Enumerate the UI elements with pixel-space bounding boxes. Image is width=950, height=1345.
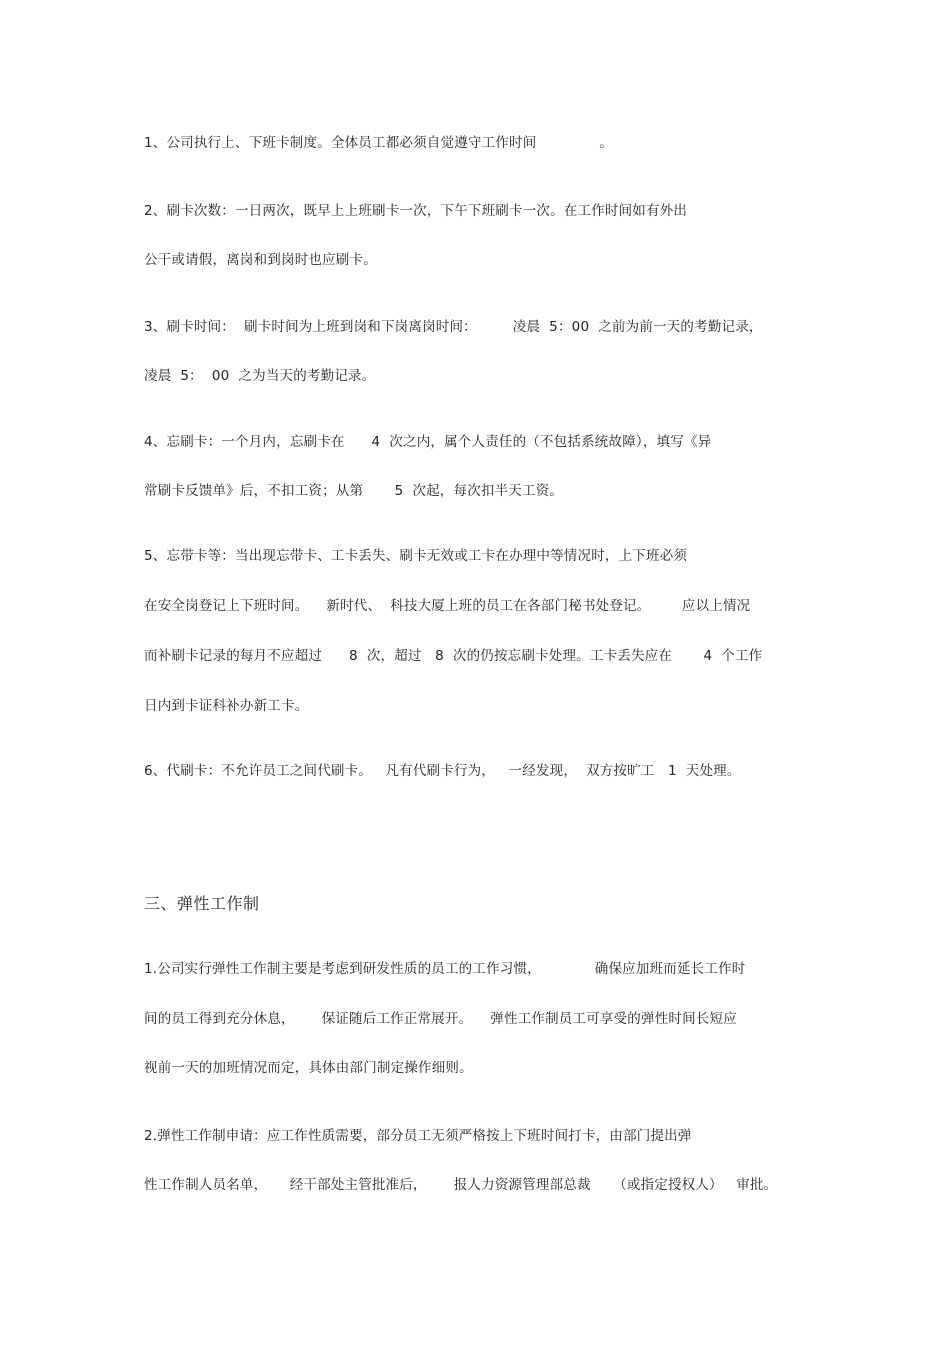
- rule-3-line-2: 凌晨 5： 00 之为当天的考勤记录。: [144, 368, 376, 384]
- section-heading: 三、弹性工作制: [144, 894, 260, 913]
- section-paragraph-2-line-1: 2.弹性工作制申请：应工作性质需要，部分员工无须严格按上下班时间打卡，由部门提出弹: [144, 1128, 692, 1144]
- rule-5-line-3: 而补刷卡记录的每月不应超过 8 次，超过 8 次的仍按忘刷卡处理。工卡丢失应在 4 个工作: [144, 648, 763, 664]
- rule-2-line-1: 2、刷卡次数：一日两次，既早上上班刷卡一次，下午下班刷卡一次。在工作时间如有外出: [144, 203, 688, 219]
- rule-2-line-2: 公干或请假，离岗和到岗时也应刷卡。: [144, 252, 377, 268]
- rule-4-line-2: 常刷卡反馈单》后，不扣工资；从第 5 次起，每次扣半天工资。: [144, 483, 564, 499]
- section-paragraph-1-line-1: 1.公司实行弹性工作制主要是考虑到研发性质的员工的工作习惯， 确保应加班而延长工作时: [144, 961, 746, 977]
- section-paragraph-1-line-3: 视前一天的加班情况而定，具体由部门制定操作细则。: [144, 1060, 473, 1076]
- section-paragraph-2-line-2: 性工作制人员名单， 经干部处主管批准后， 报人力资源管理部总裁 （或指定授权人） 审批。: [144, 1177, 778, 1193]
- rule-4-line-1: 4、忘刷卡：一个月内，忘刷卡在 4 次之内，属个人责任的（不包括系统故障），填写《异: [144, 434, 712, 450]
- rule-1-line-1: 1、公司执行上、下班卡制度。全体员工都必须自觉遵守工作时间 。: [144, 135, 613, 151]
- section-paragraph-1-line-2: 间的员工得到充分休息， 保证随后工作正常展开。 弹性工作制员工可享受的弹性时间长短应: [144, 1011, 737, 1027]
- rule-5-line-1: 5、忘带卡等：当出现忘带卡、工卡丢失、刷卡无效或工卡在办理中等情况时，上下班必须: [144, 548, 688, 564]
- rule-5-line-2: 在安全岗登记上下班时间。 新时代、 科技大厦上班的员工在各部门秘书处登记。 应以上情况: [144, 598, 751, 614]
- rule-5-line-4: 日内到卡证科补办新工卡。: [144, 698, 309, 714]
- rule-6-line-1: 6、代刷卡：不允许员工之间代刷卡。 凡有代刷卡行为， 一经发现， 双方按旷工 1 天处理。: [144, 763, 741, 779]
- rule-3-line-1: 3、刷卡时间： 刷卡时间为上班到岗和下岗离岗时间： 凌晨 5：00 之前为前一天的考勤记录，: [144, 319, 763, 335]
